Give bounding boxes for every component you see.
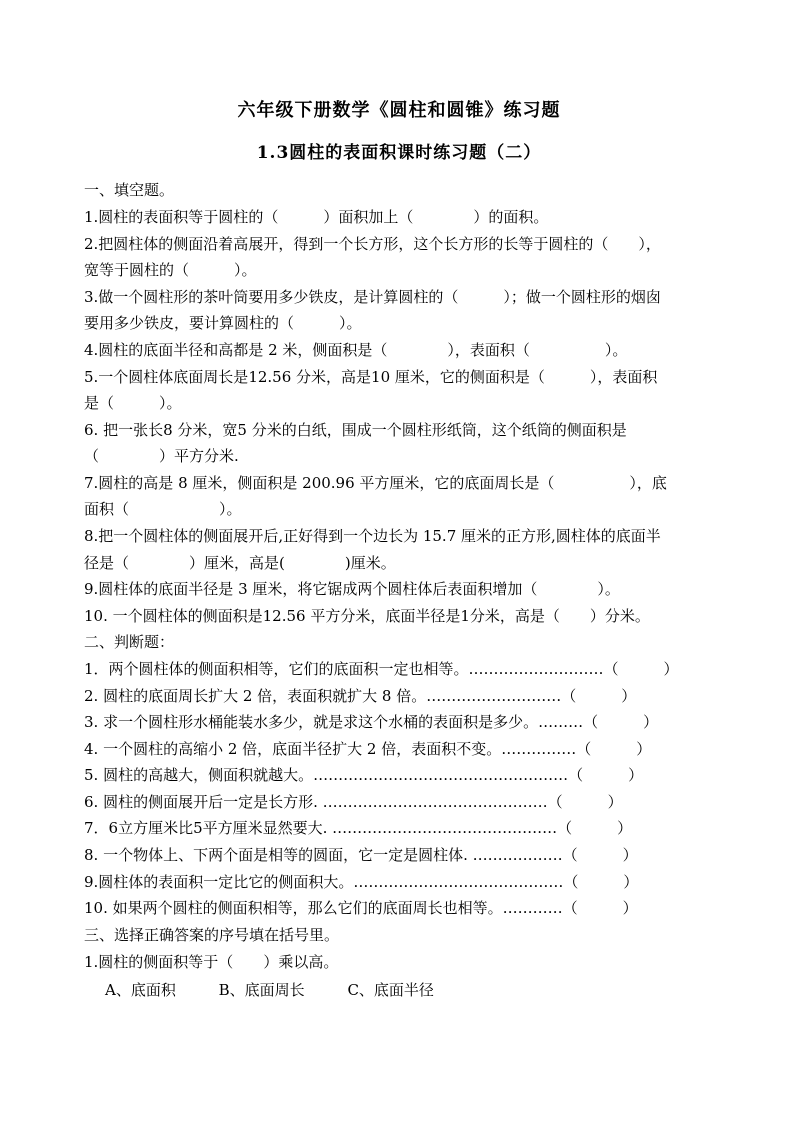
fill-line: 3.做一个圆柱形的茶叶筒要用多少铁皮，是计算圆柱的（ ）；做一个圆柱形的烟囱 (84, 288, 661, 306)
judge-line: 4. 一个圆柱的高缩小 2 倍，底面半径扩大 2 倍，表面积不变。……………（ ） (84, 740, 652, 758)
fill-line: 6. 把一张长8 分米，宽5 分米的白纸，围成一个圆柱形纸筒，这个纸筒的侧面积是 (84, 421, 627, 439)
fill-line: 4.圆柱的底面半径和高都是 2 米，侧面积是（ ），表面积（ ）。 (84, 341, 628, 359)
option-b: B、底面周长 (218, 981, 305, 999)
judge-line: 3. 求一个圆柱形水桶能装水多少，就是求这个水桶的表面积是多少。………（ ） (84, 713, 659, 731)
fill-line: 是（ ）。 (84, 394, 182, 412)
judge-line: 9.圆柱体的表面积一定比它的侧面积大。……………………………………（ ） (84, 873, 639, 891)
page-title: 六年级下册数学《圆柱和圆锥》练习题 (237, 100, 561, 121)
judge-line: 8. 一个物体上、下两个面是相等的圆面，它一定是圆柱体. ………………（ ） (84, 846, 638, 864)
option-a: A、底面积 (105, 981, 176, 999)
fill-line: 径是（ ）厘米，高是( )厘米。 (84, 554, 396, 572)
fill-line: 8.把一个圆柱体的侧面展开后,正好得到一个边长为 15.7 厘米的正方形,圆柱体的底面半 (84, 527, 661, 545)
section2-heading: 二、判断题： (84, 633, 175, 651)
judge-line: 10. 如果两个圆柱的侧面积相等，那么它们的底面周长也相等。…………（ ） (84, 899, 638, 917)
choice-options (105, 980, 735, 1000)
fill-line: 要用多少铁皮，要计算圆柱的（ ）。 (84, 314, 362, 332)
fill-line: （ ）平方分米. (84, 447, 239, 465)
judge-line: 6. 圆柱的侧面展开后一定是长方形. ………………………………………（ ） (84, 793, 623, 811)
fill-line: 2.把圆柱体的侧面沿着高展开，得到一个长方形，这个长方形的长等于圆柱的（ ）， (84, 235, 661, 253)
fill-line: 宽等于圆柱的（ ）。 (84, 261, 257, 279)
judge-line: 1．两个圆柱体的侧面积相等，它们的底面积一定也相等。………………………（ ） (84, 660, 679, 678)
fill-line: 面积（ ）。 (84, 500, 242, 518)
fill-line: 9.圆柱体的底面半径是 3 厘米，将它锯成两个圆柱体后表面积增加（ ）。 (84, 580, 620, 598)
fill-line: 1.圆柱的表面积等于圆柱的（ ）面积加上（ ）的面积。 (84, 208, 549, 226)
judge-line: 2. 圆柱的底面周长扩大 2 倍，表面积就扩大 8 倍。………………………（ ） (84, 687, 637, 705)
choice-question: 1.圆柱的侧面积等于（ ）乘以高。 (84, 953, 339, 971)
option-c: C、底面半径 (347, 981, 434, 999)
fill-line: 7.圆柱的高是 8 厘米，侧面积是 200.96 平方厘米，它的底面周长是（ ），底 (84, 474, 667, 492)
judge-line: 5. 圆柱的高越大，侧面积就越大。……………………………………………（ ） (84, 766, 644, 784)
fill-line: 10. 一个圆柱体的侧面积是12.56 平方分米，底面半径是1分米，高是（ ）分米。 (84, 607, 650, 625)
fill-line: 5.一个圆柱体底面周长是12.56 分米，高是10 厘米，它的侧面积是（ ），表面积 (84, 368, 658, 386)
judge-line: 7．6立方厘米比5平方厘米显然要大. ………………………………………（ ） (84, 819, 633, 837)
page-subtitle: 1.3圆柱的表面积课时练习题（二） (256, 143, 542, 163)
section3-heading: 三、选择正确答案的序号填在括号里。 (84, 926, 340, 944)
section1-heading: 一、填空题。 (84, 181, 175, 199)
